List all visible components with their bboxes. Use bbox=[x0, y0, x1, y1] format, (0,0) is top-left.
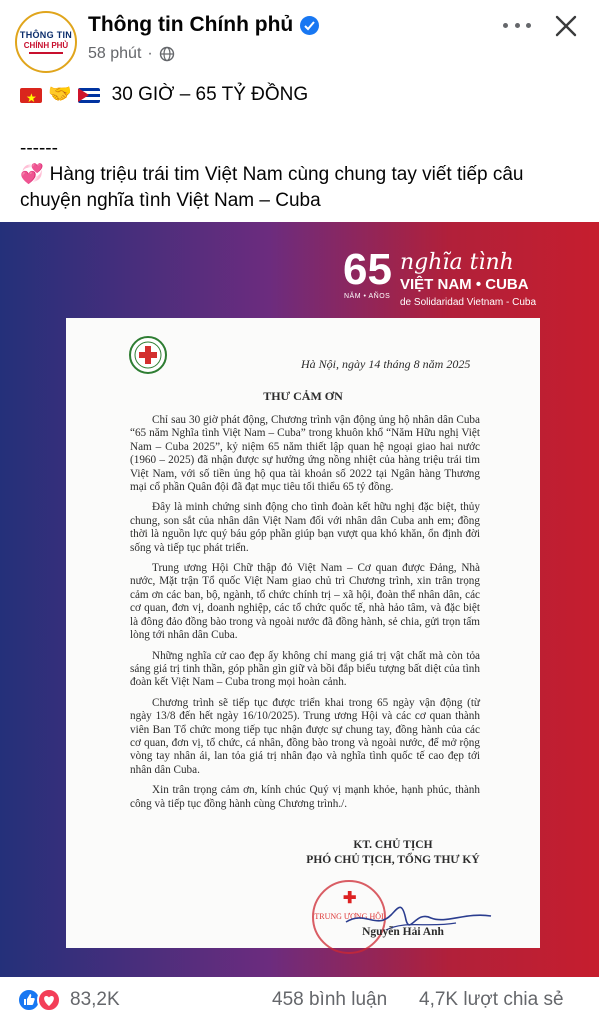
reaction-icons[interactable] bbox=[17, 988, 65, 1012]
post-time[interactable]: 58 phút bbox=[88, 45, 142, 62]
page-avatar[interactable] bbox=[15, 11, 77, 73]
sign-line1: KT. CHỦ TỊCH bbox=[353, 839, 433, 851]
thank-you-letter bbox=[66, 318, 540, 948]
post-header bbox=[0, 0, 599, 80]
stamp-text: TRUNG ƯƠNG HỘI bbox=[314, 912, 384, 921]
globe-icon bbox=[159, 46, 175, 62]
letter-paragraph: Đây là minh chứng sinh động cho tình đoàn kết hữu nghị đặc biệt, thủy chung, son sắt của nhân dân Việt Nam đối với nhân dân Cuba anh em; đồng thời là nguồn lực quý báu góp phần giúp bạn vượt qua khó khăn, ổn định đời sống và tiếp tục phát triển. bbox=[130, 501, 480, 554]
caption-divider: ------ bbox=[20, 138, 58, 159]
letter-paragraph: Những nghĩa cử cao đẹp ấy không chỉ mang giá trị vật chất mà còn tỏa sáng giá trị tinh thần, góp phần gìn giữ và bồi đắp biểu tượng bất diệt của tình đoàn kết Việt Nam – Cuba trong mọi hoàn cảnh. bbox=[130, 649, 480, 689]
letter-paragraph: Chỉ sau 30 giờ phát động, Chương trình vận động ủng hộ nhân dân Cuba “65 năm Nghĩa tình Việt Nam – Cuba” trong khuôn khổ “Năm Hữu nghị Việt Nam – Cuba 2025”, kỷ niệm 65 năm thiết lập quan hệ ngoại giao hai nước (1960 – 2025) đã nhận được sự hưởng ứng nồng nhiệt của hàng triệu trái tim Việt Nam, với số tiền ủng hộ qua tài khoản số 2022 tại Ngân hàng Thương mại cổ phần Quân đội đã đạt mục tiêu tối thiểu 65 tỷ đồng. bbox=[130, 414, 480, 494]
vietnam-flag-icon bbox=[20, 88, 42, 103]
caption-body bbox=[20, 162, 585, 214]
avatar-text-line2: CHÍNH PHỦ bbox=[23, 41, 69, 51]
avatar-underline bbox=[29, 52, 63, 54]
red-cross-logo-icon bbox=[128, 335, 168, 375]
letter-paragraph: Chương trình sẽ tiếp tục được triển khai trong 65 ngày vận động (từ ngày 13/8 đến hết ngày 16/10/2025). Trung ương Hội và các cơ quan thành viên Ban Tổ chức mong tiếp tục nhận được sự chung tay, đồng hành của các cơ quan, đơn vị, tổ chức, cá nhân, đồng bào trong và ngoài nước, để mở rộng vòng tay nhân ái, lan tỏa giá trị nhân đạo và nghĩa tình quốc tế cao đẹp tới nhân dân Cuba. bbox=[130, 696, 480, 776]
post-footer bbox=[0, 977, 599, 1024]
close-icon[interactable] bbox=[554, 14, 578, 38]
sparkling-heart-icon: 💞 bbox=[20, 164, 44, 185]
logo-line3: de Solidaridad Vietnam - Cuba bbox=[400, 297, 537, 308]
post-image[interactable] bbox=[0, 222, 599, 977]
love-reaction-icon bbox=[37, 988, 61, 1012]
share-count[interactable]: 4,7K lượt chia sẻ bbox=[419, 989, 564, 1010]
handshake-icon: 🤝 bbox=[48, 84, 72, 105]
verified-badge-icon bbox=[300, 16, 319, 35]
letter-date: Hà Nội, ngày 14 tháng 8 năm 2025 bbox=[301, 357, 471, 371]
caption-title: 30 GIỜ – 65 TỶ ĐỒNG bbox=[111, 84, 309, 105]
page-name-link[interactable]: Thông tin Chính phủ bbox=[88, 13, 294, 36]
signer-name: Nguyễn Hải Anh bbox=[362, 926, 444, 938]
anniversary-logo bbox=[343, 240, 583, 308]
letter-body bbox=[130, 414, 480, 818]
post-caption bbox=[20, 80, 585, 214]
caption-title-line bbox=[20, 80, 585, 110]
meta-separator: · bbox=[147, 45, 153, 62]
post-meta bbox=[88, 45, 175, 63]
logo-number: 65 bbox=[343, 245, 392, 294]
letter-title: THƯ CẢM ƠN bbox=[263, 389, 343, 403]
logo-years: NĂM • AÑOS bbox=[344, 293, 391, 300]
logo-line2: VIỆT NAM • CUBA bbox=[400, 276, 529, 293]
letter-paragraph: Xin trân trọng cảm ơn, kính chúc Quý vị mạnh khỏe, hạnh phúc, thành công và tiếp tục đồng hành cùng Chương trình./. bbox=[130, 784, 480, 810]
avatar-text-line1: THÔNG TIN bbox=[19, 30, 73, 41]
cuba-flag-icon bbox=[78, 88, 100, 103]
comment-count[interactable]: 458 bình luận bbox=[272, 989, 388, 1010]
logo-line1: nghĩa tình bbox=[400, 250, 514, 275]
reaction-count[interactable]: 83,2K bbox=[70, 989, 120, 1010]
signature-title bbox=[66, 838, 540, 868]
sign-line2: PHÓ CHỦ TỊCH, TỔNG THƯ KÝ bbox=[306, 854, 480, 866]
more-options-icon[interactable] bbox=[503, 15, 531, 35]
letter-paragraph: Trung ương Hội Chữ thập đỏ Việt Nam – Cơ quan được Đảng, Nhà nước, Mặt trận Tổ quốc Việt Nam giao chủ trì Chương trình, xin trân trọng cảm ơn các ban, bộ, ngành, tổ chức chính trị – xã hội, đoàn thể nhân dân, các cơ quan, đơn vị, doanh nghiệp, các tổ chức quốc tế, nhà hảo tâm, và đặc biệt là đông đảo đồng bào trong và ngoài nước đã đồng hành, sẻ chia, gửi trọn tấm lòng tới nhân dân Cuba. bbox=[130, 562, 480, 642]
caption-body-text: Hàng triệu trái tim Việt Nam cùng chung tay viết tiếp câu chuyện nghĩa tình Việt Nam – Cuba bbox=[20, 164, 524, 211]
stamp-cross-icon: ✚ bbox=[343, 890, 357, 907]
